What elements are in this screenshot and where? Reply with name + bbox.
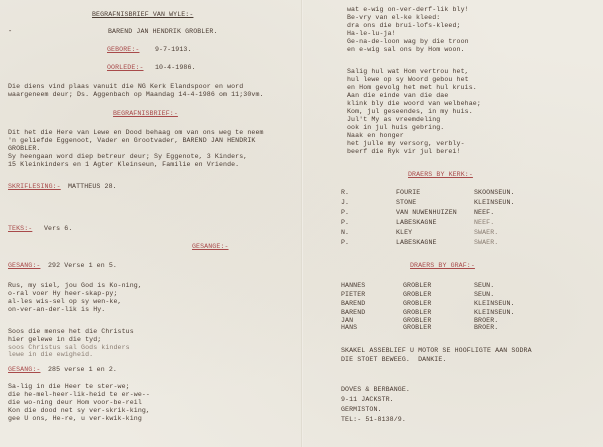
firstname-cell: HANS — [341, 324, 358, 331]
page-fold — [301, 0, 303, 447]
initial-cell: P. — [341, 209, 350, 216]
surname-cell: GROBLER — [403, 309, 432, 316]
notice-line: Dit het die Here van Lewe en Dood behaag om van ons weg te neem — [8, 129, 264, 136]
initial-cell: R. — [341, 189, 350, 196]
lyric-line: gee U ons, He-re, u ver-kwik-king — [8, 415, 142, 422]
lyric-line: dra ons die brui-lofs-kleed; — [347, 22, 461, 29]
lyric-line: Soos die mense het die Christus — [8, 328, 134, 335]
lyric-line: al-les wis-sel op sy wen-ke, — [8, 298, 122, 305]
surname-cell: GROBLER — [403, 282, 432, 289]
church-bearers-heading: DRAERS BY KERK:- — [408, 171, 473, 178]
notice-line: 15 Kleinkinders en 1 Agter Kleinseun, Familie en Vriende. — [8, 161, 240, 168]
lyric-line: Salig hul wat Hom vertrou het, — [347, 68, 469, 75]
lyric-line: wat e-wig on-ver-derf-lik bly! — [347, 6, 469, 13]
initial-cell: P. — [341, 219, 350, 226]
relation-cell: KLEINSEUN. — [474, 300, 515, 307]
lyric-line: Be-vry van el-ke kleed: — [347, 14, 441, 21]
song1-ref: 292 Verse 1 en 5. — [48, 262, 117, 269]
firstname-cell: HANNES — [341, 282, 366, 289]
undertaker-line: TEL:- 51-8138/9. — [341, 416, 406, 423]
margin-dash: - — [8, 28, 13, 36]
lyric-line: Jul't My as vreemdeling — [347, 116, 441, 123]
service-line: waargeneem deur; Ds. Aggenbach op Maandag 14-4-1986 om 11;30vm. — [8, 91, 264, 98]
relation-cell: SWAER. — [474, 239, 499, 246]
initial-cell: J. — [341, 199, 350, 206]
relation-cell: SEUN. — [474, 291, 495, 298]
lyric-line: Ha-le-lu-ja! — [347, 30, 396, 37]
songs-heading: GESANGE:- — [192, 243, 229, 250]
lyric-line: Aan die einde van die dae — [347, 92, 449, 99]
relation-cell: BROER. — [474, 324, 499, 331]
text-value: Vers 6. — [44, 225, 73, 232]
notice-line: DIE STOET BEWEEG. DANKIE. — [341, 356, 447, 363]
initial-cell: P. — [341, 239, 350, 246]
lyric-line: die he-mel-heer-lik-heid te er-we-- — [8, 391, 150, 398]
lyric-line: hier gelewe in die tyd; — [8, 336, 102, 343]
song2-ref: 285 verse 1 en 2. — [48, 366, 117, 373]
lyric-line: Ge-na-de-loon wag by die troon — [347, 38, 469, 45]
lyric-line: Naak en honger — [347, 132, 404, 139]
notice-line: 'n geliefde Eggenoot, Vader en Grootvader, BAREND JAN HENDRIK — [8, 137, 256, 144]
lyric-line: hul lewe op sy Woord gebou het — [347, 76, 469, 83]
reading-value: MATTHEUS 28. — [68, 183, 117, 190]
notice-line: Sy heengaan word diep betreur deur; Sy Eggenote, 3 Kinders, — [8, 153, 248, 160]
notice-line: SKAKEL ASSEBLIEF U MOTOR SE HOOFLIGTE AAN SODRA — [341, 347, 532, 354]
firstname-cell: BAREND — [341, 300, 366, 307]
lyric-line: o-ral voer Hy heer-skap-py; — [8, 290, 118, 297]
lyric-line: het julle my versorg, verbly- — [347, 140, 465, 147]
surname-cell: FOURIE — [396, 189, 421, 196]
died-label: OORLEDE:- — [107, 64, 144, 71]
notice-line: GROBLER. — [8, 145, 41, 152]
died-date: 10-4-1986. — [155, 64, 196, 71]
lyric-line: lewe in die ewigheid. — [8, 351, 94, 358]
surname-cell: GROBLER — [403, 291, 432, 298]
lyric-line: Sa-lig in die Heer te ster-we; — [8, 383, 130, 390]
relation-cell: SWAER. — [474, 229, 499, 236]
surname-cell: LABESKAGNE — [396, 239, 437, 246]
surname-cell: VAN NUWENHUIZEN — [396, 209, 457, 216]
surname-cell: LABESKAGNE — [396, 219, 437, 226]
lyric-line: Kom, jul geseendes, in my huis. — [347, 108, 473, 115]
surname-cell: STONE — [396, 199, 417, 206]
lyric-line: beerf die Ryk vir jul berei! — [347, 148, 461, 155]
relation-cell: SEUN. — [474, 282, 495, 289]
lyric-line: die wo-ning deur Hom voor-be-reil — [8, 399, 142, 406]
grave-bearers-heading: DRAERS BY GRAF:- — [410, 262, 475, 269]
relation-cell: SKOONSEUN. — [474, 189, 515, 196]
relation-cell: BROER. — [474, 317, 499, 324]
song1-label: GESANG:- — [8, 262, 41, 269]
undertaker-line: 9-11 JACKSTR. — [341, 396, 394, 403]
text-label: TEKS:- — [8, 225, 33, 232]
lyric-line: Kon die dood net sy ver-skrik-king, — [8, 407, 150, 414]
lyric-line: klink bly die woord van welbehae; — [347, 100, 481, 107]
relation-cell: NEEF. — [474, 209, 495, 216]
deceased-name: BAREND JAN HENDRIK GROBLER. — [108, 28, 218, 35]
lyric-line: en Hom gevolg het met hul kruis. — [347, 84, 477, 91]
born-label: GEBORE:- — [107, 46, 140, 53]
firstname-cell: JAN — [341, 317, 354, 324]
surname-cell: GROBLER — [403, 324, 432, 331]
lyric-line: Rus, my siel, jou God is Ko-ning, — [8, 282, 142, 289]
undertaker-line: GERMISTON. — [341, 406, 382, 413]
lyric-line: en e-wig sal ons by Hom woon. — [347, 46, 465, 53]
lyric-line: soos Christus sal Gods kinders — [8, 344, 130, 351]
initial-cell: N. — [341, 229, 350, 236]
born-date: 9-7-1913. — [155, 46, 192, 53]
firstname-cell: BAREND — [341, 309, 366, 316]
relation-cell: KLEINSEUN. — [474, 199, 515, 206]
lyric-line: on-ver-an-der-lik is Hy. — [8, 306, 106, 313]
undertaker-line: DOVES & BERBANGE. — [341, 386, 410, 393]
surname-cell: KLEY — [396, 229, 413, 236]
service-line: Die diens vind plaas vanuit die NG Kerk Elandspoor en word — [8, 83, 244, 90]
relation-cell: NEEF. — [474, 219, 495, 226]
surname-cell: GROBLER — [403, 317, 432, 324]
relation-cell: KLEINSEUN. — [474, 309, 515, 316]
page-title: BEGRAFNISBRIEF VAN WYLE:- — [92, 11, 194, 18]
notice-heading: BEGRAFNISBRIEF:- — [113, 110, 178, 117]
lyric-line: ook in jul huis gebring. — [347, 124, 445, 131]
firstname-cell: PIETER — [341, 291, 366, 298]
surname-cell: GROBLER — [403, 300, 432, 307]
reading-label: SKRIFLESING:- — [8, 183, 61, 190]
song2-label: GESANG:- — [8, 366, 41, 373]
